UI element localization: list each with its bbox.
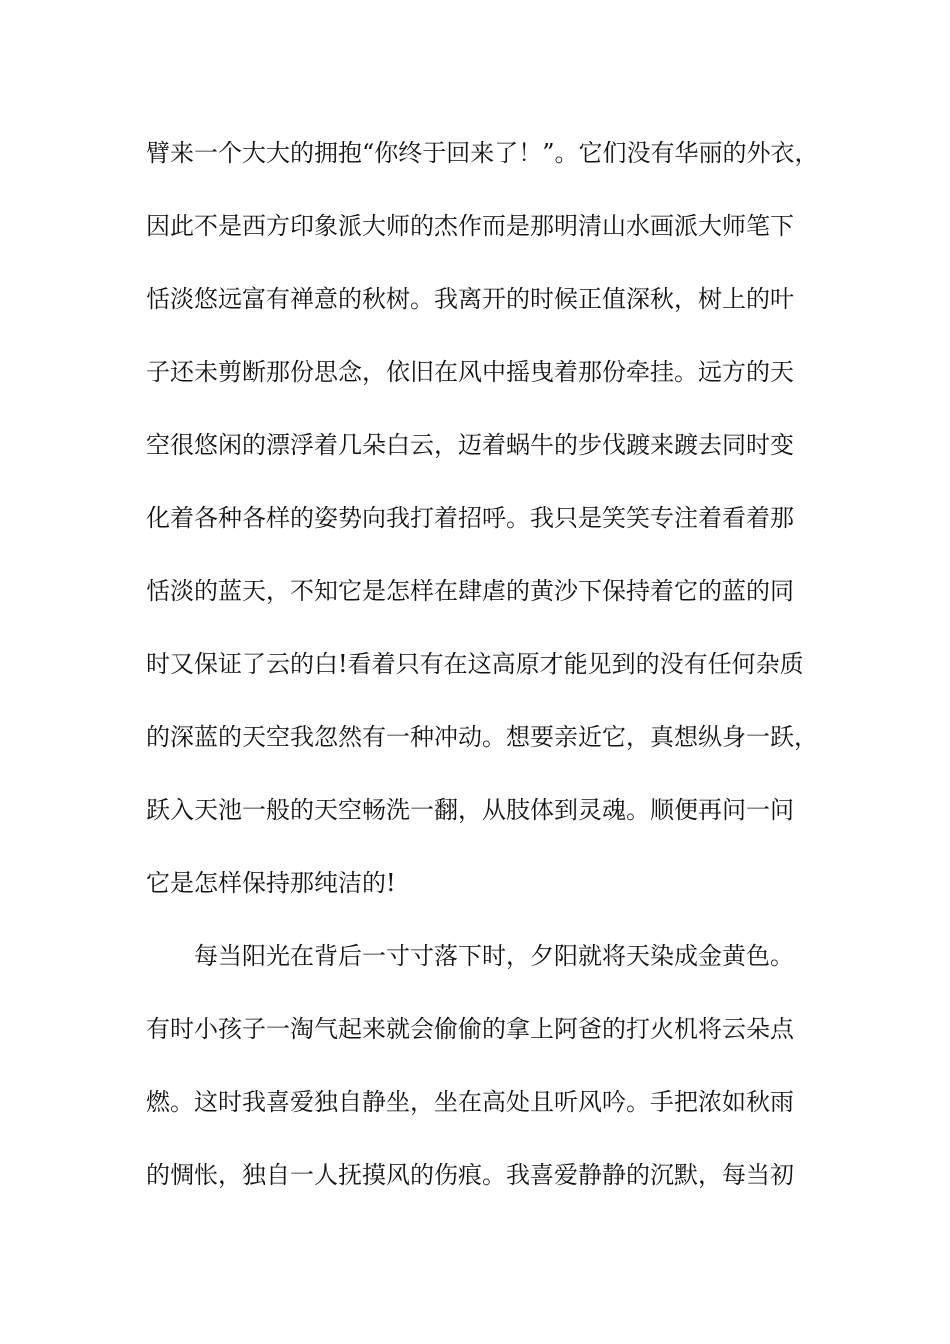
- text-line: 有时小孩子一淘气起来就会偷偷的拿上阿爸的打火机将云朵点: [146, 1015, 794, 1043]
- text-line: 化着各种各样的姿势向我打着招呼。我只是笑笑专注着看着那: [146, 504, 794, 532]
- text-line: 子还未剪断那份思念，依旧在风中摇曳着那份牵挂。远方的天: [146, 358, 794, 386]
- text-line: 它是怎样保持那纯洁的!: [146, 869, 396, 897]
- text-line: 的深蓝的天空我忽然有一种冲动。想要亲近它，真想纵身一跃，: [146, 723, 818, 751]
- text-line: 空很悠闲的漂浮着几朵白云，迈着蜗牛的步伐踱来踱去同时变: [146, 431, 794, 459]
- text-line: 因此不是西方印象派大师的杰作而是那明清山水画派大师笔下: [146, 212, 794, 240]
- paragraph-first-line: 每当阳光在背后一寸寸落下时，夕阳就将天染成金黄色。: [194, 942, 794, 970]
- text-line: 臂来一个大大的拥抱“你终于回来了！”。它们没有华丽的外衣，: [146, 139, 819, 167]
- text-line: 恬淡的蓝天，不知它是怎样在肆虐的黄沙下保持着它的蓝的同: [146, 577, 794, 605]
- text-line: 恬淡悠远富有禅意的秋树。我离开的时候正值深秋，树上的叶: [146, 285, 794, 313]
- text-line: 燃。这时我喜爱独自静坐，坐在高处且听风吟。手把浓如秋雨: [146, 1088, 794, 1116]
- text-line: 的惆怅，独自一人抚摸风的伤痕。我喜爱静静的沉默，每当初: [146, 1161, 794, 1189]
- text-line: 跃入天池一般的天空畅洗一翻，从肢体到灵魂。顺便再问一问: [146, 796, 794, 824]
- text-line: 时又保证了云的白!看着只有在这高原才能见到的没有任何杂质: [146, 650, 804, 678]
